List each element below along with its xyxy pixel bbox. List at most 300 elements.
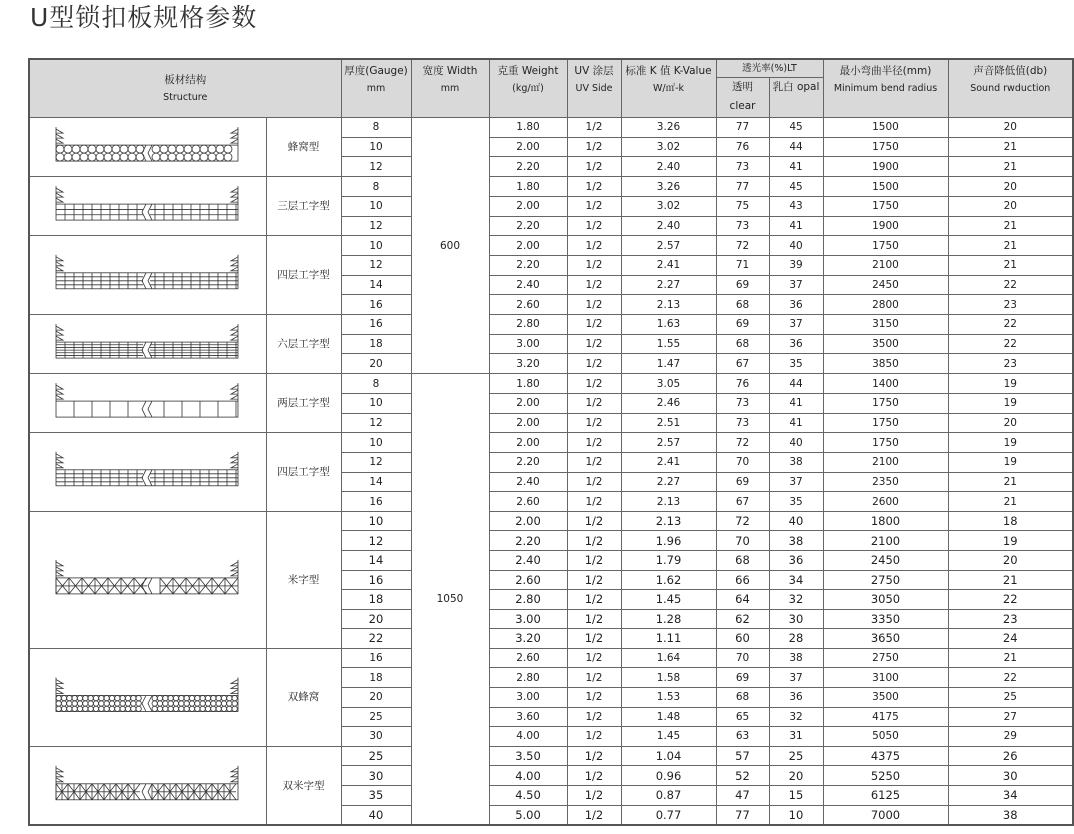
header-structure-en: Structure	[163, 91, 208, 103]
cell-gauge: 16	[341, 314, 411, 334]
cell-k-value: 2.51	[621, 413, 716, 433]
cell-opal: 36	[769, 334, 823, 354]
cell-opal: 32	[769, 707, 823, 727]
cell-clear: 67	[716, 354, 769, 374]
cell-gauge: 8	[341, 177, 411, 197]
cell-k-value: 2.13	[621, 492, 716, 512]
header-k-unit: W/㎡-k	[652, 83, 685, 94]
cell-gauge: 20	[341, 609, 411, 629]
structure-name: 四层工字型	[266, 433, 341, 512]
cell-uv: 1/2	[567, 629, 621, 649]
cell-uv: 1/2	[567, 334, 621, 354]
cell-clear: 63	[716, 727, 769, 747]
cell-uv: 1/2	[567, 786, 621, 806]
header-bend-cn: 最小弯曲半径(mm)	[839, 65, 932, 77]
cell-weight: 2.80	[489, 668, 567, 688]
structure-diagram	[29, 648, 266, 746]
cell-width: 600	[411, 118, 489, 374]
structure-name: 米字型	[266, 511, 341, 648]
cell-sound: 21	[948, 648, 1073, 668]
cell-bend-radius: 1750	[823, 413, 948, 433]
table-row	[29, 511, 1073, 531]
cell-opal: 38	[769, 452, 823, 472]
cell-opal: 31	[769, 727, 823, 747]
cell-uv: 1/2	[567, 551, 621, 571]
cell-gauge: 30	[341, 727, 411, 747]
cell-k-value: 1.64	[621, 648, 716, 668]
cell-uv: 1/2	[567, 648, 621, 668]
cell-opal: 41	[769, 393, 823, 413]
cell-clear: 72	[716, 511, 769, 531]
cell-k-value: 3.26	[621, 177, 716, 197]
header-bend	[823, 59, 948, 118]
cell-sound: 22	[948, 275, 1073, 295]
cell-uv: 1/2	[567, 531, 621, 551]
cell-clear: 66	[716, 570, 769, 590]
cell-bend-radius: 3500	[823, 334, 948, 354]
cell-gauge: 20	[341, 687, 411, 707]
cell-sound: 21	[948, 216, 1073, 236]
cell-clear: 67	[716, 492, 769, 512]
cell-weight: 5.00	[489, 805, 567, 825]
cell-opal: 41	[769, 157, 823, 177]
header-width-unit: mm	[440, 83, 460, 94]
header-uv-en: UV Side	[575, 83, 613, 94]
cell-weight: 2.00	[489, 196, 567, 216]
cell-weight: 2.40	[489, 551, 567, 571]
structure-diagram	[29, 236, 266, 315]
header-gauge-unit: mm	[366, 83, 386, 94]
panel-structure-grid6-icon	[48, 315, 248, 373]
panel-structure-grid4-icon	[48, 236, 248, 314]
cell-uv: 1/2	[567, 766, 621, 786]
cell-opal: 37	[769, 472, 823, 492]
table-row	[29, 118, 1073, 138]
cell-clear: 70	[716, 452, 769, 472]
cell-bend-radius: 1750	[823, 393, 948, 413]
cell-bend-radius: 2750	[823, 648, 948, 668]
cell-sound: 38	[948, 805, 1073, 825]
cell-weight: 2.80	[489, 314, 567, 334]
header-uv-cn: UV 涂层	[574, 65, 614, 77]
cell-weight: 2.00	[489, 137, 567, 157]
cell-weight: 3.00	[489, 687, 567, 707]
cell-opal: 15	[769, 786, 823, 806]
cell-opal: 41	[769, 216, 823, 236]
cell-clear: 76	[716, 137, 769, 157]
table-header	[29, 59, 1073, 118]
cell-gauge: 16	[341, 492, 411, 512]
cell-uv: 1/2	[567, 452, 621, 472]
cell-clear: 77	[716, 177, 769, 197]
cell-weight: 4.00	[489, 766, 567, 786]
cell-sound: 21	[948, 236, 1073, 256]
cell-k-value: 0.77	[621, 805, 716, 825]
cell-clear: 69	[716, 668, 769, 688]
cell-k-value: 2.27	[621, 472, 716, 492]
cell-sound: 21	[948, 492, 1073, 512]
cell-weight: 3.20	[489, 629, 567, 649]
cell-uv: 1/2	[567, 413, 621, 433]
panel-structure-honeycomb2-icon	[48, 649, 248, 746]
table-row	[29, 314, 1073, 334]
cell-opal: 32	[769, 590, 823, 610]
cell-weight: 2.20	[489, 157, 567, 177]
cell-gauge: 12	[341, 452, 411, 472]
cell-sound: 20	[948, 196, 1073, 216]
cell-gauge: 18	[341, 334, 411, 354]
cell-uv: 1/2	[567, 157, 621, 177]
cell-sound: 20	[948, 118, 1073, 138]
header-sound-cn: 声音降低值(db)	[973, 65, 1048, 77]
cell-opal: 37	[769, 275, 823, 295]
cell-opal: 34	[769, 570, 823, 590]
cell-sound: 27	[948, 707, 1073, 727]
cell-clear: 70	[716, 531, 769, 551]
cell-clear: 76	[716, 374, 769, 394]
structure-name: 三层工字型	[266, 177, 341, 236]
cell-sound: 30	[948, 766, 1073, 786]
structure-name: 双蜂窝	[266, 648, 341, 746]
cell-weight: 3.60	[489, 707, 567, 727]
table-row	[29, 433, 1073, 453]
cell-weight: 3.00	[489, 334, 567, 354]
panel-structure-honeycomb-icon	[48, 118, 248, 176]
cell-k-value: 2.41	[621, 452, 716, 472]
cell-uv: 1/2	[567, 511, 621, 531]
cell-k-value: 1.45	[621, 590, 716, 610]
cell-bend-radius: 3500	[823, 687, 948, 707]
cell-clear: 73	[716, 393, 769, 413]
cell-bend-radius: 4175	[823, 707, 948, 727]
cell-gauge: 18	[341, 590, 411, 610]
cell-k-value: 3.02	[621, 137, 716, 157]
panel-structure-grid4-icon	[48, 433, 248, 511]
cell-k-value: 0.96	[621, 766, 716, 786]
header-weight-unit: (kg/㎡)	[512, 83, 544, 94]
cell-clear: 69	[716, 314, 769, 334]
cell-weight: 2.00	[489, 511, 567, 531]
cell-uv: 1/2	[567, 275, 621, 295]
cell-opal: 38	[769, 531, 823, 551]
structure-name: 两层工字型	[266, 374, 341, 433]
structure-diagram	[29, 433, 266, 512]
cell-k-value: 2.41	[621, 256, 716, 276]
cell-gauge: 10	[341, 196, 411, 216]
cell-bend-radius: 2450	[823, 551, 948, 571]
cell-bend-radius: 1750	[823, 236, 948, 256]
cell-uv: 1/2	[567, 570, 621, 590]
cell-bend-radius: 1750	[823, 137, 948, 157]
cell-opal: 36	[769, 295, 823, 315]
cell-gauge: 12	[341, 413, 411, 433]
cell-gauge: 12	[341, 216, 411, 236]
cell-k-value: 1.04	[621, 746, 716, 766]
cell-clear: 65	[716, 707, 769, 727]
table-row	[29, 236, 1073, 256]
cell-bend-radius: 1900	[823, 157, 948, 177]
cell-weight: 2.20	[489, 216, 567, 236]
cell-bend-radius: 2750	[823, 570, 948, 590]
cell-gauge: 20	[341, 354, 411, 374]
cell-sound: 21	[948, 570, 1073, 590]
cell-clear: 57	[716, 746, 769, 766]
cell-bend-radius: 7000	[823, 805, 948, 825]
cell-sound: 26	[948, 746, 1073, 766]
cell-gauge: 14	[341, 275, 411, 295]
cell-k-value: 1.55	[621, 334, 716, 354]
cell-bend-radius: 2350	[823, 472, 948, 492]
cell-opal: 44	[769, 137, 823, 157]
cell-k-value: 1.11	[621, 629, 716, 649]
cell-clear: 68	[716, 687, 769, 707]
structure-name: 双米字型	[266, 746, 341, 825]
cell-uv: 1/2	[567, 668, 621, 688]
cell-sound: 18	[948, 511, 1073, 531]
cell-sound: 24	[948, 629, 1073, 649]
cell-uv: 1/2	[567, 727, 621, 747]
cell-k-value: 3.02	[621, 196, 716, 216]
cell-opal: 35	[769, 492, 823, 512]
cell-opal: 40	[769, 236, 823, 256]
cell-uv: 1/2	[567, 609, 621, 629]
cell-weight: 2.00	[489, 433, 567, 453]
cell-k-value: 1.79	[621, 551, 716, 571]
cell-clear: 60	[716, 629, 769, 649]
header-k-cn: 标准 K 值 K-Value	[625, 65, 712, 77]
cell-uv: 1/2	[567, 393, 621, 413]
panel-structure-grid3-icon	[48, 177, 248, 235]
cell-weight: 2.60	[489, 492, 567, 512]
cell-k-value: 1.28	[621, 609, 716, 629]
cell-sound: 23	[948, 609, 1073, 629]
cell-k-value: 2.40	[621, 157, 716, 177]
cell-clear: 52	[716, 766, 769, 786]
cell-k-value: 2.13	[621, 511, 716, 531]
cell-gauge: 8	[341, 118, 411, 138]
header-clear-en: clear	[729, 100, 756, 112]
header-gauge	[341, 59, 411, 118]
cell-uv: 1/2	[567, 137, 621, 157]
cell-opal: 40	[769, 511, 823, 531]
cell-gauge: 22	[341, 629, 411, 649]
header-lt: 透光率(%)LT	[716, 59, 823, 78]
cell-weight: 2.60	[489, 570, 567, 590]
cell-sound: 21	[948, 472, 1073, 492]
cell-clear: 73	[716, 413, 769, 433]
cell-weight: 3.20	[489, 354, 567, 374]
cell-gauge: 12	[341, 157, 411, 177]
cell-gauge: 25	[341, 746, 411, 766]
cell-opal: 45	[769, 118, 823, 138]
cell-uv: 1/2	[567, 687, 621, 707]
cell-bend-radius: 1500	[823, 118, 948, 138]
cell-clear: 68	[716, 334, 769, 354]
cell-bend-radius: 5250	[823, 766, 948, 786]
cell-weight: 2.40	[489, 472, 567, 492]
cell-uv: 1/2	[567, 118, 621, 138]
cell-uv: 1/2	[567, 805, 621, 825]
cell-k-value: 2.46	[621, 393, 716, 413]
header-weight	[489, 59, 567, 118]
structure-diagram	[29, 746, 266, 825]
header-opal-label: 乳白 opal	[772, 81, 820, 93]
cell-bend-radius: 2100	[823, 256, 948, 276]
cell-k-value: 0.87	[621, 786, 716, 806]
cell-opal: 37	[769, 314, 823, 334]
cell-bend-radius: 2100	[823, 452, 948, 472]
cell-sound: 20	[948, 551, 1073, 571]
cell-clear: 71	[716, 256, 769, 276]
cell-sound: 20	[948, 177, 1073, 197]
cell-weight: 2.20	[489, 531, 567, 551]
cell-clear: 69	[716, 275, 769, 295]
cell-bend-radius: 1400	[823, 374, 948, 394]
cell-uv: 1/2	[567, 492, 621, 512]
cell-clear: 77	[716, 805, 769, 825]
cell-gauge: 16	[341, 570, 411, 590]
header-width	[411, 59, 489, 118]
cell-bend-radius: 1750	[823, 433, 948, 453]
cell-bend-radius: 5050	[823, 727, 948, 747]
cell-weight: 1.80	[489, 177, 567, 197]
cell-gauge: 35	[341, 786, 411, 806]
cell-sound: 20	[948, 413, 1073, 433]
cell-opal: 30	[769, 609, 823, 629]
cell-bend-radius: 3050	[823, 590, 948, 610]
cell-sound: 22	[948, 590, 1073, 610]
cell-clear: 73	[716, 157, 769, 177]
cell-uv: 1/2	[567, 707, 621, 727]
cell-opal: 20	[769, 766, 823, 786]
cell-weight: 2.80	[489, 590, 567, 610]
cell-opal: 43	[769, 196, 823, 216]
cell-gauge: 10	[341, 236, 411, 256]
header-sound	[948, 59, 1073, 118]
cell-k-value: 2.40	[621, 216, 716, 236]
cell-clear: 68	[716, 295, 769, 315]
cell-k-value: 2.27	[621, 275, 716, 295]
cell-bend-radius: 2800	[823, 295, 948, 315]
cell-gauge: 14	[341, 551, 411, 571]
table-row	[29, 746, 1073, 766]
cell-weight: 2.00	[489, 413, 567, 433]
structure-diagram	[29, 511, 266, 648]
cell-width: 1050	[411, 374, 489, 826]
cell-opal: 25	[769, 746, 823, 766]
cell-uv: 1/2	[567, 374, 621, 394]
cell-bend-radius: 2600	[823, 492, 948, 512]
cell-bend-radius: 1500	[823, 177, 948, 197]
cell-bend-radius: 6125	[823, 786, 948, 806]
cell-clear: 75	[716, 196, 769, 216]
cell-weight: 4.50	[489, 786, 567, 806]
cell-clear: 77	[716, 118, 769, 138]
page-title: U型锁扣板规格参数	[30, 3, 258, 32]
header-structure	[29, 59, 341, 118]
cell-bend-radius: 1750	[823, 196, 948, 216]
cell-opal: 39	[769, 256, 823, 276]
cell-bend-radius: 3100	[823, 668, 948, 688]
header-clear-cn: 透明	[732, 81, 753, 93]
cell-weight: 1.80	[489, 374, 567, 394]
header-weight-cn: 克重 Weight	[497, 65, 559, 77]
structure-diagram	[29, 118, 266, 177]
cell-k-value: 1.63	[621, 314, 716, 334]
cell-bend-radius: 3650	[823, 629, 948, 649]
table-row	[29, 374, 1073, 394]
cell-clear: 64	[716, 590, 769, 610]
cell-sound: 29	[948, 727, 1073, 747]
cell-sound: 22	[948, 668, 1073, 688]
cell-gauge: 8	[341, 374, 411, 394]
cell-gauge: 30	[341, 766, 411, 786]
structure-name: 蜂窝型	[266, 118, 341, 177]
structure-name: 六层工字型	[266, 314, 341, 373]
structure-diagram	[29, 177, 266, 236]
cell-sound: 19	[948, 531, 1073, 551]
cell-bend-radius: 3150	[823, 314, 948, 334]
cell-weight: 2.20	[489, 256, 567, 276]
header-sound-en: Sound rwduction	[970, 83, 1051, 94]
cell-bend-radius: 2100	[823, 531, 948, 551]
cell-opal: 28	[769, 629, 823, 649]
cell-sound: 23	[948, 354, 1073, 374]
header-gauge-cn: 厚度(Gauge)	[344, 65, 408, 77]
cell-sound: 19	[948, 374, 1073, 394]
cell-uv: 1/2	[567, 314, 621, 334]
cell-clear: 72	[716, 236, 769, 256]
cell-gauge: 18	[341, 668, 411, 688]
cell-sound: 34	[948, 786, 1073, 806]
cell-k-value: 3.26	[621, 118, 716, 138]
cell-clear: 68	[716, 551, 769, 571]
table-body	[29, 118, 1073, 826]
cell-opal: 35	[769, 354, 823, 374]
header-bend-en: Minimum bend radius	[833, 83, 938, 94]
cell-k-value: 1.48	[621, 707, 716, 727]
cell-uv: 1/2	[567, 295, 621, 315]
header-clear	[716, 78, 769, 118]
cell-bend-radius: 1900	[823, 216, 948, 236]
header-structure-cn: 板材结构	[164, 73, 207, 86]
panel-structure-grid1-icon	[48, 374, 248, 432]
cell-uv: 1/2	[567, 236, 621, 256]
cell-sound: 21	[948, 256, 1073, 276]
cell-k-value: 2.57	[621, 433, 716, 453]
cell-gauge: 10	[341, 393, 411, 413]
header-width-cn: 宽度 Width	[422, 65, 478, 77]
cell-opal: 38	[769, 648, 823, 668]
cell-k-value: 1.53	[621, 687, 716, 707]
cell-weight: 2.00	[489, 236, 567, 256]
cell-bend-radius: 3350	[823, 609, 948, 629]
cell-opal: 45	[769, 177, 823, 197]
cell-clear: 72	[716, 433, 769, 453]
spec-table	[28, 58, 1074, 826]
cell-k-value: 1.62	[621, 570, 716, 590]
cell-uv: 1/2	[567, 354, 621, 374]
cell-bend-radius: 1800	[823, 511, 948, 531]
cell-gauge: 16	[341, 295, 411, 315]
header-opal	[769, 78, 823, 118]
cell-gauge: 10	[341, 137, 411, 157]
cell-opal: 37	[769, 668, 823, 688]
cell-gauge: 12	[341, 531, 411, 551]
cell-gauge: 40	[341, 805, 411, 825]
cell-k-value: 3.05	[621, 374, 716, 394]
cell-uv: 1/2	[567, 433, 621, 453]
